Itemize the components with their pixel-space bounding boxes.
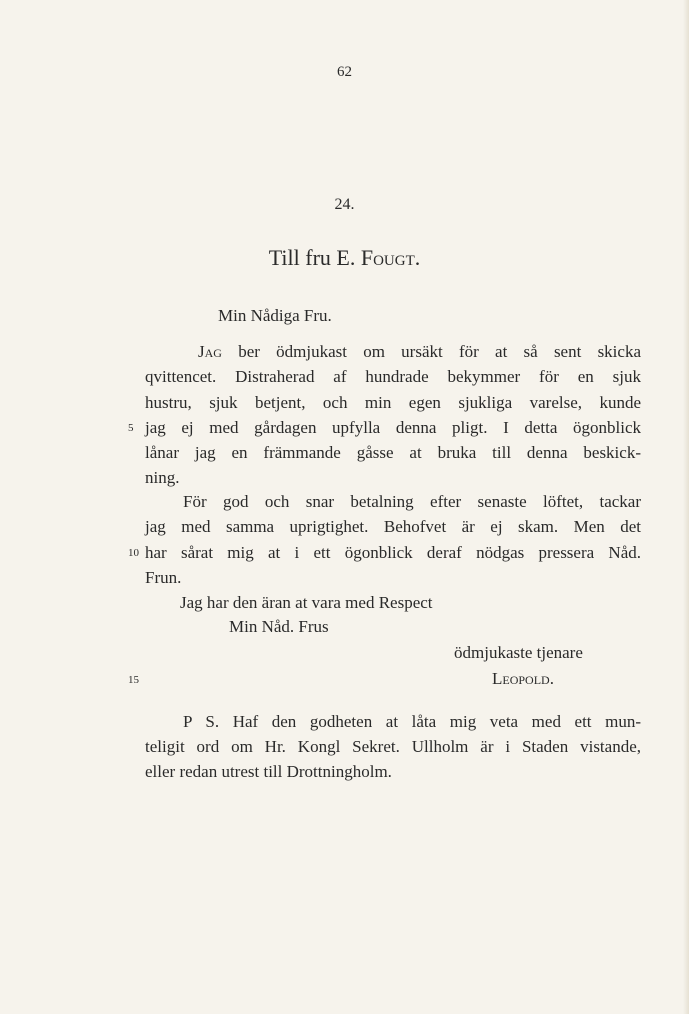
page-number: 62	[337, 64, 352, 80]
postscript-line: eller redan utrest till Drottningholm.	[145, 762, 392, 781]
letter-title	[0, 245, 689, 271]
body-line: För god och snar betalning efter senaste löftet, tackar	[183, 492, 641, 511]
signature: Leopold.	[492, 669, 554, 688]
line-number: 15	[128, 674, 139, 686]
body-line-rest: ber ödmjukast om ursäkt för at så sent skicka	[221, 342, 641, 361]
body-line: lånar jag en främmande gåsse at bruka till denna beskick-	[145, 443, 641, 462]
body-line: hustru, sjuk betjent, och min egen sjukliga varelse, kunde	[145, 393, 641, 412]
body-line: har sårat mig at i ett ögonblick deraf nödgas pressera Nåd.	[145, 543, 641, 562]
initial-word: Jag	[198, 342, 222, 361]
postscript-line: teligit ord om Hr. Kongl Sekret. Ullholm är i Staden vistande,	[145, 737, 641, 756]
closing-line: Min Nåd. Frus	[229, 617, 329, 636]
body-line: jag med samma uprigtighet. Behofvet är ej skam. Men det	[145, 517, 641, 536]
line-number: 5	[128, 422, 134, 434]
closing-line: Jag har den äran at vara med Respect	[180, 593, 433, 612]
page-edge	[683, 0, 689, 1014]
title-prefix: Till fru E.	[268, 245, 356, 270]
body-line	[198, 342, 641, 362]
postscript-line: P S. Haf den godheten at låta mig veta med ett mun-	[183, 712, 641, 731]
body-line: jag ej med gårdagen upfylla denna pligt. I detta ögonblick	[145, 418, 641, 437]
letter-number: 24.	[334, 196, 355, 213]
salutation: Min Nådiga Fru.	[218, 306, 332, 325]
body-line: qvittencet. Distraherad af hundrade bekymmer för en sjuk	[145, 367, 641, 386]
body-line: ning.	[145, 468, 180, 487]
closing-line: ödmjukaste tjenare	[454, 643, 583, 662]
title-name: Fougt.	[360, 245, 421, 270]
line-number: 10	[128, 547, 139, 559]
body-line: Frun.	[145, 568, 182, 587]
